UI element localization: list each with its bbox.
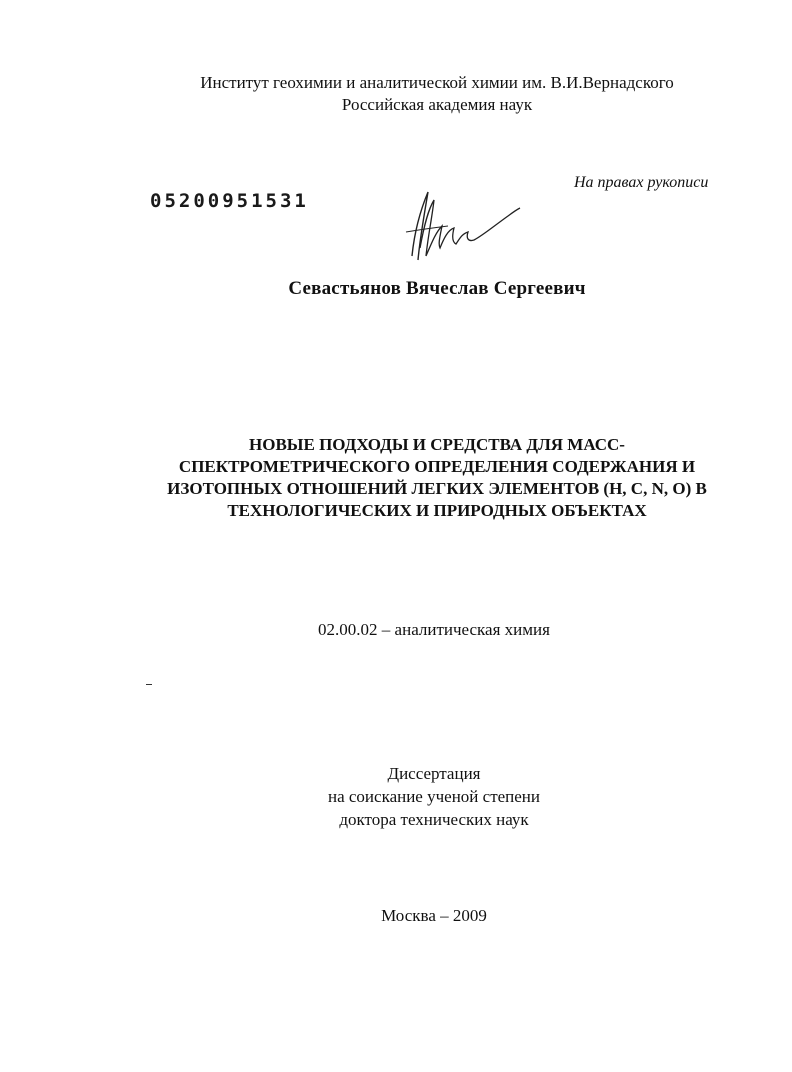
title-line: НОВЫЕ ПОДХОДЫ И СРЕДСТВА ДЛЯ МАСС-: [249, 435, 625, 454]
specialty-code: [0, 620, 792, 640]
institute-name: Институт геохимии и аналитической химии им. В.И.Вернадского: [200, 73, 674, 92]
stray-mark: [146, 684, 152, 685]
city-year: [0, 906, 792, 926]
manuscript-rights-note: На правах рукописи: [574, 174, 709, 191]
city-year-text: Москва – 2009: [381, 906, 487, 925]
author-name: [0, 278, 792, 300]
degree-statement: [0, 762, 792, 831]
degree-line: доктора технических наук: [339, 810, 529, 829]
specialty-text: 02.00.02 – аналитическая химия: [318, 620, 550, 639]
dissertation-title: [0, 434, 792, 522]
degree-line: Диссертация: [387, 764, 481, 783]
handwritten-signature-icon: [398, 186, 522, 266]
archive-number: 05200951531: [150, 190, 309, 212]
degree-line: на соискание ученой степени: [327, 787, 541, 806]
title-line: ИЗОТОПНЫХ ОТНОШЕНИЙ ЛЕГКИХ ЭЛЕМЕНТОВ (H, C, N, O) В: [167, 479, 707, 498]
institute-header: [0, 72, 792, 116]
author-name-text: Севастьянов Вячеслав Сергеевич: [288, 278, 586, 299]
title-line: СПЕКТРОМЕТРИЧЕСКОГО ОПРЕДЕЛЕНИЯ СОДЕРЖАНИЯ И: [178, 457, 696, 476]
title-line: ТЕХНОЛОГИЧЕСКИХ И ПРИРОДНЫХ ОБЪЕКТАХ: [227, 501, 647, 520]
academy-name: Российская академия наук: [341, 95, 533, 114]
